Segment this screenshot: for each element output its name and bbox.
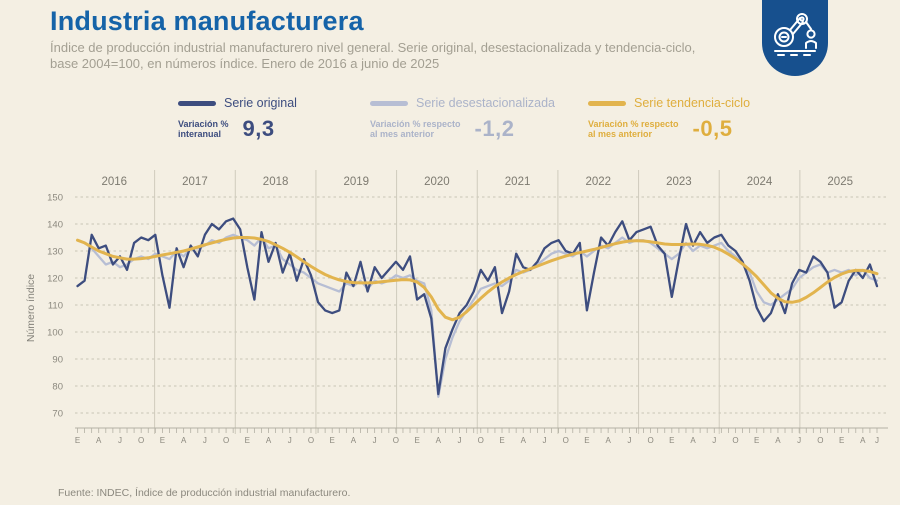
legend-value-original: 9,3 [242, 116, 275, 141]
month-label: E [414, 436, 420, 445]
month-label: A [435, 436, 442, 445]
ytick-label-90: 90 [52, 354, 63, 366]
legend-item-serie-desestacionalizada [370, 96, 555, 142]
month-label: A [520, 436, 526, 445]
month-label: A [775, 436, 781, 445]
month-label: A [690, 436, 696, 445]
legend-swatch-tendencia [588, 101, 626, 106]
legend-metric-original: Variación % interanual [178, 119, 229, 139]
month-label: J [287, 436, 292, 445]
year-label-2025: 2025 [827, 176, 854, 188]
month-label: O [392, 436, 400, 445]
year-label-2018: 2018 [262, 176, 289, 188]
month-label: A [605, 436, 611, 445]
month-label: J [372, 436, 377, 445]
month-label: O [562, 436, 569, 445]
ytick-label-150: 150 [47, 192, 63, 204]
month-label: E [754, 436, 760, 445]
month-label: A [96, 436, 102, 445]
industry-badge [762, 0, 828, 76]
month-label: O [647, 436, 654, 445]
industry-robot-icon [770, 10, 820, 66]
month-label: O [732, 436, 739, 445]
ytick-label-130: 130 [47, 246, 63, 258]
ytick-label-70: 70 [52, 408, 63, 420]
month-label: A [180, 436, 187, 445]
legend-swatch-original [178, 101, 216, 106]
year-label-2019: 2019 [343, 176, 370, 188]
month-label: E [74, 436, 81, 445]
legend-metric-desestacionalizada: Variación % respecto al mes anterior [370, 119, 461, 139]
year-label-2020: 2020 [424, 176, 450, 188]
legend-item-serie-tendencia [588, 96, 750, 142]
legend-label-original: Serie original [224, 96, 297, 110]
source-note: Fuente: INDEC, Índice de producción industrial manufacturero. [58, 487, 351, 499]
ytick-label-80: 80 [52, 381, 63, 393]
month-label: J [627, 436, 632, 445]
ytick-label-100: 100 [47, 327, 63, 339]
legend-metric-tendencia: Variación % respecto al mes anterior [588, 119, 679, 139]
line-chart [0, 160, 900, 470]
year-label-2017: 2017 [182, 176, 208, 188]
legend-value-desestacionalizada: -1,2 [474, 116, 515, 141]
month-label: J [542, 436, 547, 445]
legend-value-tendencia: -0,5 [692, 116, 733, 141]
month-label: J [117, 436, 122, 445]
month-label: A [350, 436, 357, 445]
year-label-2022: 2022 [585, 176, 612, 188]
y-axis-title: Número índice [25, 273, 37, 343]
ytick-label-110: 110 [47, 300, 63, 312]
month-label: E [244, 436, 250, 445]
month-label: J [797, 436, 802, 445]
month-label: O [477, 436, 484, 445]
month-label: J [712, 436, 717, 445]
year-label-2024: 2024 [746, 176, 773, 188]
legend-label-desestacionalizada: Serie desestacionalizada [416, 96, 555, 110]
legend-item-serie-original [178, 96, 297, 142]
page-title: Industria manufacturera [50, 6, 364, 36]
legend-label-tendencia: Serie tendencia-ciclo [634, 96, 751, 110]
month-label: E [669, 436, 675, 445]
month-label: J [202, 436, 207, 445]
month-label: E [584, 436, 590, 445]
ytick-label-140: 140 [47, 219, 63, 231]
subtitle-line-1: Índice de producción industrial manufacturero nivel general. Serie original, desestacionalizada y tendencia-ciclo, [50, 40, 696, 55]
month-label: J [875, 436, 879, 445]
month-label: A [860, 436, 866, 445]
year-label-2021: 2021 [504, 176, 531, 188]
year-label-2016: 2016 [101, 176, 128, 188]
year-label-2023: 2023 [666, 176, 692, 188]
month-label: O [817, 436, 824, 445]
month-label: E [159, 436, 166, 445]
month-label: O [138, 436, 145, 445]
legend-swatch-desestacionalizada [370, 101, 408, 106]
month-label: E [329, 436, 335, 445]
ytick-label-120: 120 [47, 273, 63, 285]
month-label: J [457, 436, 462, 445]
page-subtitle [50, 40, 695, 72]
month-label: E [838, 436, 845, 445]
month-label: O [222, 436, 230, 445]
subtitle-line-2: base 2004=100, en números índice. Enero de 2016 a junio de 2025 [50, 56, 440, 71]
month-label: E [499, 436, 505, 445]
month-label: O [307, 436, 315, 445]
month-label: A [265, 436, 272, 445]
